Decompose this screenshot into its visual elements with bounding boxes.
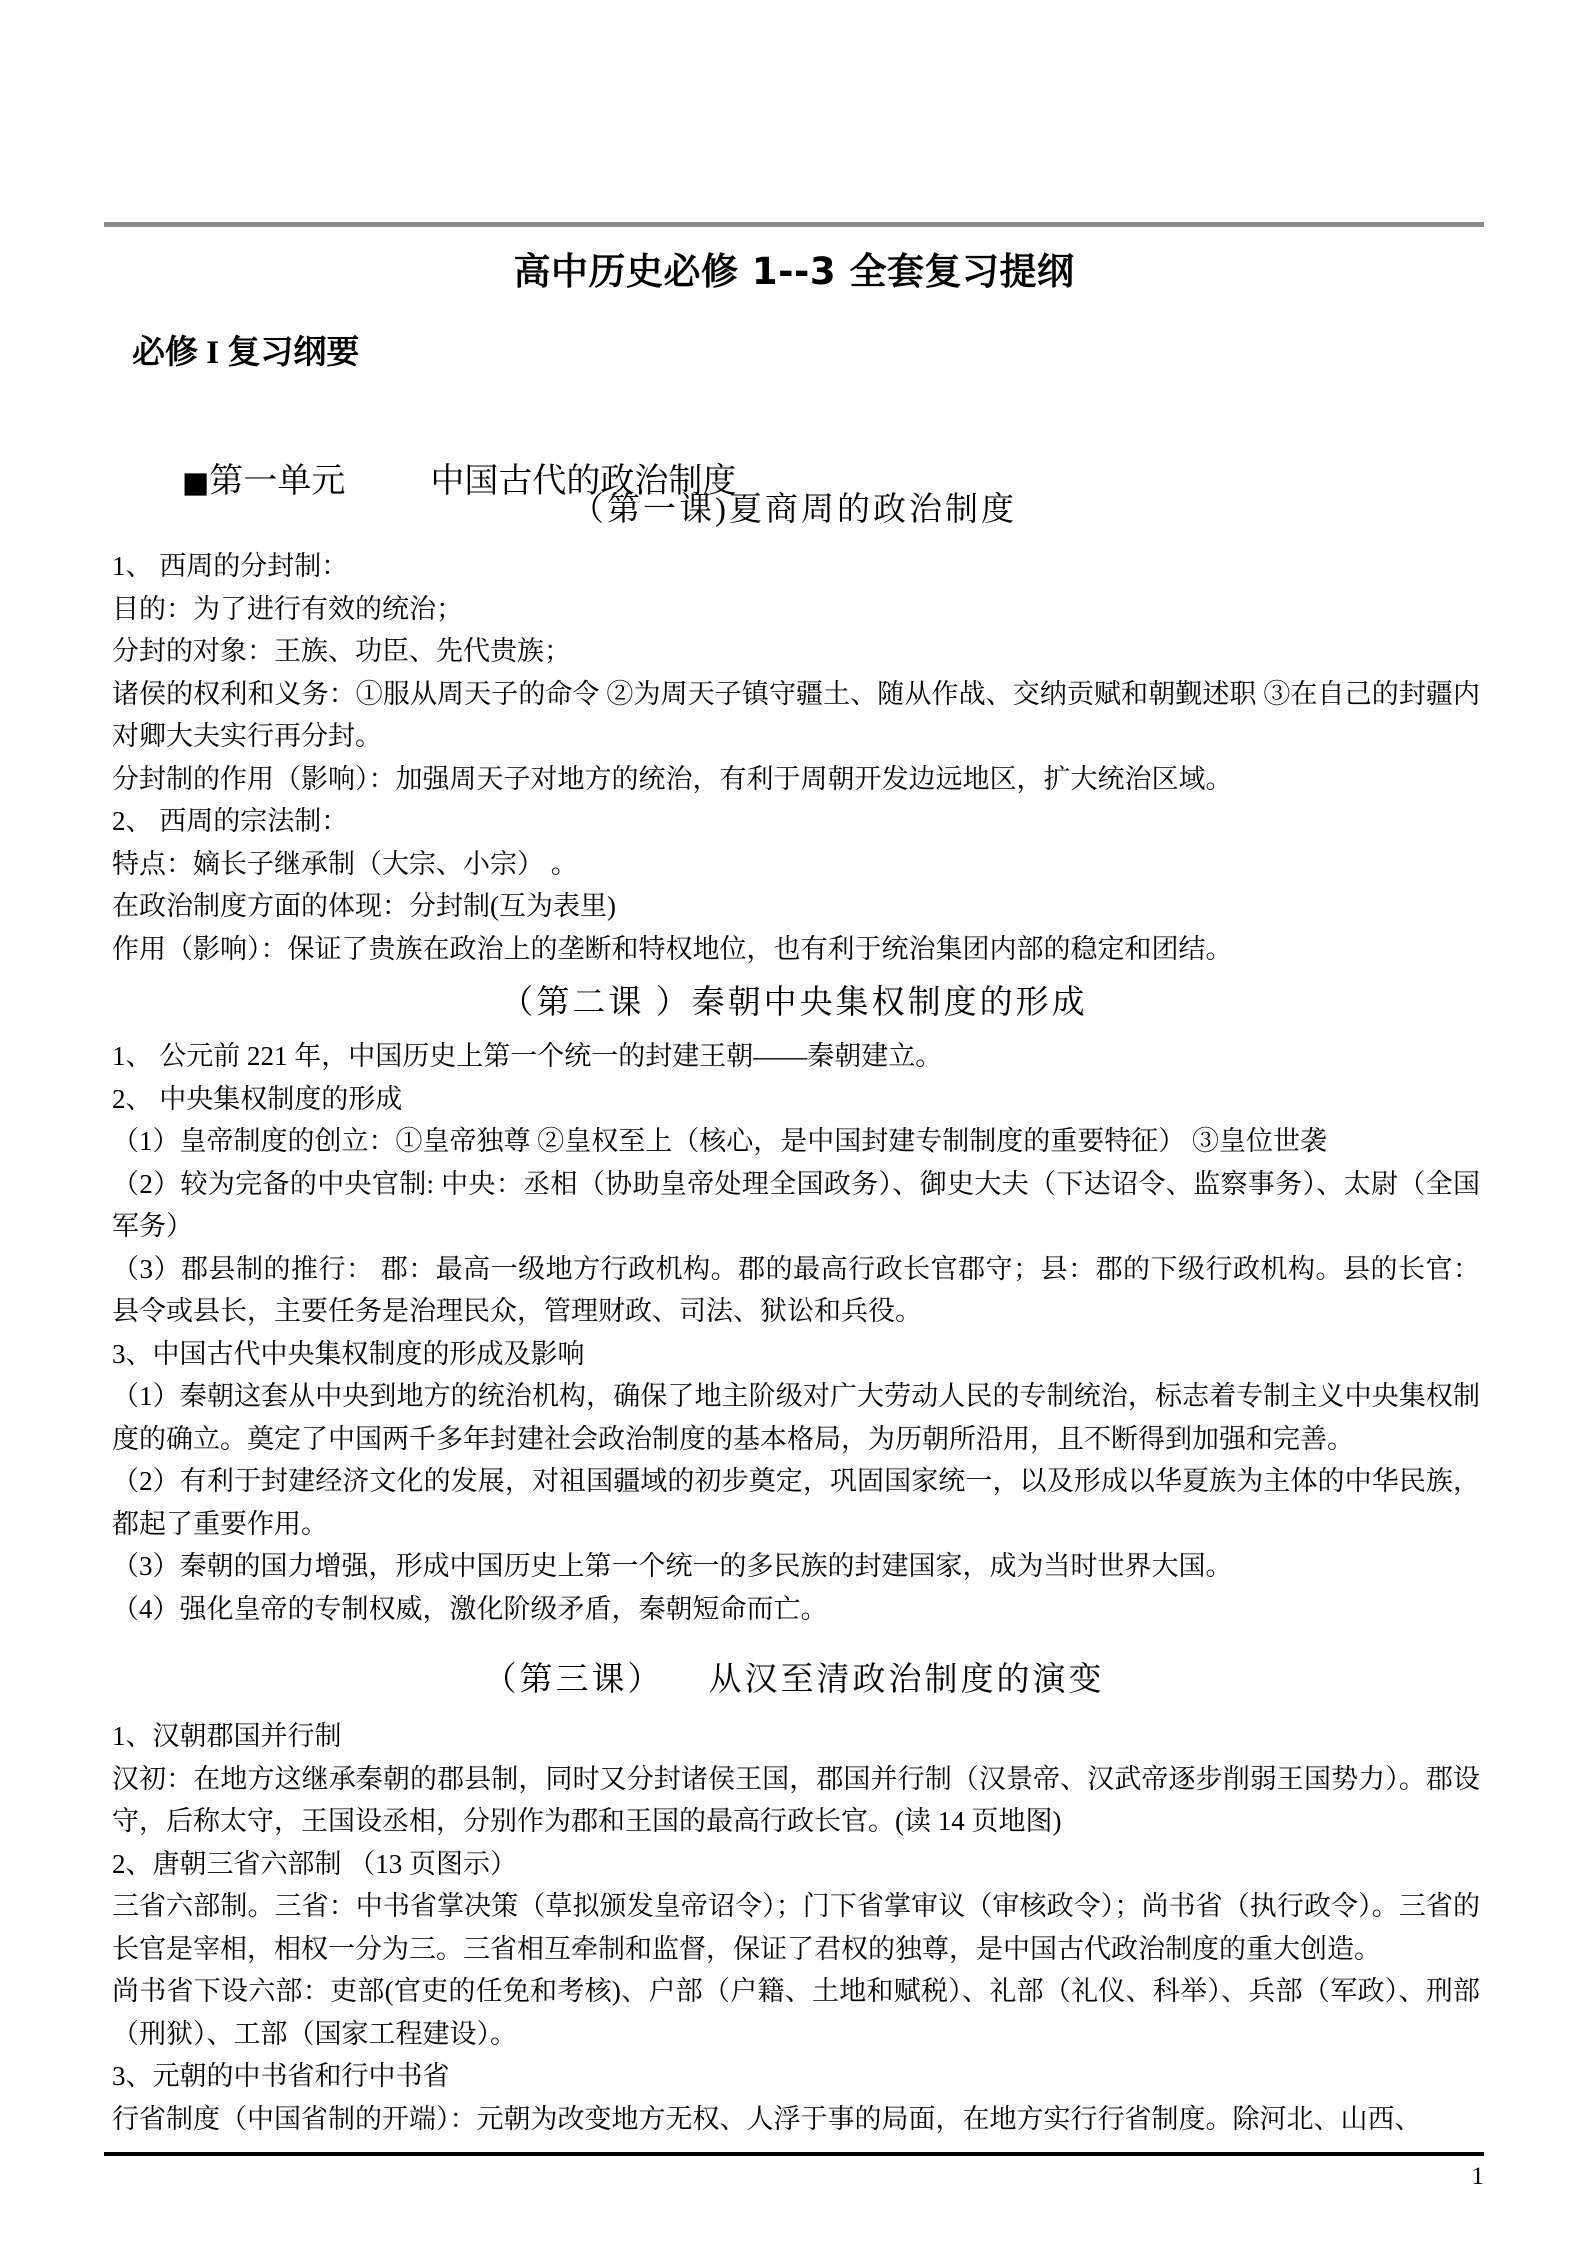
paragraph: 1、 公元前 221 年，中国历史上第一个统一的封建王朝——秦朝建立。 — [112, 1041, 943, 1071]
paragraph: 作用（影响）：保证了贵族在政治上的垄断和特权地位，也有利于统治集团内部的稳定和团结。 — [112, 933, 1233, 964]
paragraph: （2）较为完备的中央官制: 中央：丞相（协助皇帝处理全国政务）、御史大夫（下达诏令、监察事务）、太尉（全国军务） — [112, 1168, 1480, 1241]
paragraph: 1、汉朝郡国并行制 — [112, 1721, 342, 1751]
paragraph: 分封制的作用（影响）：加强周天子对地方的统治，有利于周朝开发边远地区，扩大统治区域。 — [112, 763, 1233, 794]
paragraph: 3、元朝的中书省和行中书省 — [112, 2061, 450, 2091]
paragraph: 尚书省下设六部：吏部(官吏的任免和考核)、户部（户籍、土地和赋税）、礼部（礼仪、科举）、兵部（军政）、刑部（刑狱）、工部（国家工程建设）。 — [112, 1976, 1480, 2049]
lesson-title-2: （第二课 ）秦朝中央集权制度的形成 — [500, 985, 1088, 1021]
paragraph: 2、 西周的宗法制： — [112, 806, 349, 836]
paragraph: 在政治制度方面的体现：分封制(互为表里) — [112, 891, 616, 921]
paragraph: 诸侯的权利和义务：①服从周天子的命令 ②为周天子镇守疆土、随从作战、交纳贡赋和朝觐述职 ③在自己的封疆内对卿大夫实行再分封。 — [112, 678, 1480, 751]
paragraph: 特点：嫡长子继承制（大宗、小宗） 。 — [112, 848, 578, 879]
paragraph: （4）强化皇帝的专制权威，激化阶级矛盾，秦朝短命而亡。 — [112, 1593, 828, 1624]
page-title: 高中历史必修 1--3 全套复习提纲 — [513, 250, 1075, 293]
paragraph: （1）皇帝制度的创立：①皇帝独尊 ②皇权至上（核心，是中国封建专制制度的重要特征） ③皇位世袭 — [112, 1126, 1327, 1156]
paragraph: 2、唐朝三省六部制 （13 页图示） — [112, 1848, 517, 1879]
paragraph: 目的：为了进行有效的统治； — [112, 593, 463, 624]
paragraph: （3）秦朝的国力增强，形成中国历史上第一个统一的多民族的封建国家，成为当时世界大国。 — [112, 1551, 1233, 1581]
paragraph: 2、 中央集权制度的形成 — [112, 1083, 403, 1114]
unit-heading-label: 第一单元 中国古代的政治制度 — [209, 463, 737, 500]
paragraph: （2）有利于封建经济文化的发展，对祖国疆域的初步奠定，巩固国家统一，以及形成以华夏族为主体的中华民族，都起了重要作用。 — [112, 1466, 1480, 1539]
lesson-body-2 — [112, 1035, 1480, 1630]
square-bullet-icon: ■ — [182, 465, 210, 499]
lesson-title-1: （第一课)夏商周的政治制度 — [571, 492, 1017, 528]
paragraph: 分封的对象：王族、功臣、先代贵族； — [112, 636, 571, 666]
lesson-body-1 — [112, 545, 1480, 970]
paragraph: （3）郡县制的推行： 郡：最高一级地方行政机构。郡的最高行政长官郡守；县：郡的下级行政机构。县的长官：县令或县长，主要任务是治理民众，管理财政、司法、狱讼和兵役。 — [112, 1253, 1480, 1326]
volume-heading: 必修 I 复习纲要 — [132, 335, 360, 371]
paragraph: 3、中国古代中央集权制度的形成及影响 — [112, 1338, 585, 1369]
lesson-title-3: （第三课） 从汉至清政治制度的演变 — [483, 1662, 1105, 1698]
paragraph: 汉初：在地方这继承秦朝的郡县制，同时又分封诸侯王国，郡国并行制（汉景帝、汉武帝逐步削弱王国势力）。郡设守，后称太守，王国设丞相，分别作为郡和王国的最高行政长官。(读 14 页地图) — [112, 1763, 1480, 1836]
header-rule — [104, 222, 1484, 227]
lesson-body-3 — [112, 1715, 1480, 2140]
paragraph: 行省制度（中国省制的开端）：元朝为改变地方无权、人浮于事的局面，在地方实行行省制度。除河北、山西、 — [112, 2103, 1422, 2134]
footer-rule — [104, 2152, 1484, 2156]
page-number: 1 — [1471, 2163, 1484, 2190]
paragraph: 三省六部制。三省：中书省掌决策（草拟颁发皇帝诏令）；门下省掌审议（审核政令）；尚书省（执行政令）。三省的长官是宰相，相权一分为三。三省相互牵制和监督，保证了君权的独尊，是中国古代政治制度的重大创造。 — [112, 1891, 1480, 1964]
paragraph: （1）秦朝这套从中央到地方的统治机构，确保了地主阶级对广大劳动人民的专制统治，标志着专制主义中央集权制度的确立。奠定了中国两千多年封建社会政治制度的基本格局，为历朝所沿用，且不断得到加强和完善。 — [112, 1381, 1480, 1454]
paragraph: 1、 西周的分封制： — [112, 551, 349, 581]
